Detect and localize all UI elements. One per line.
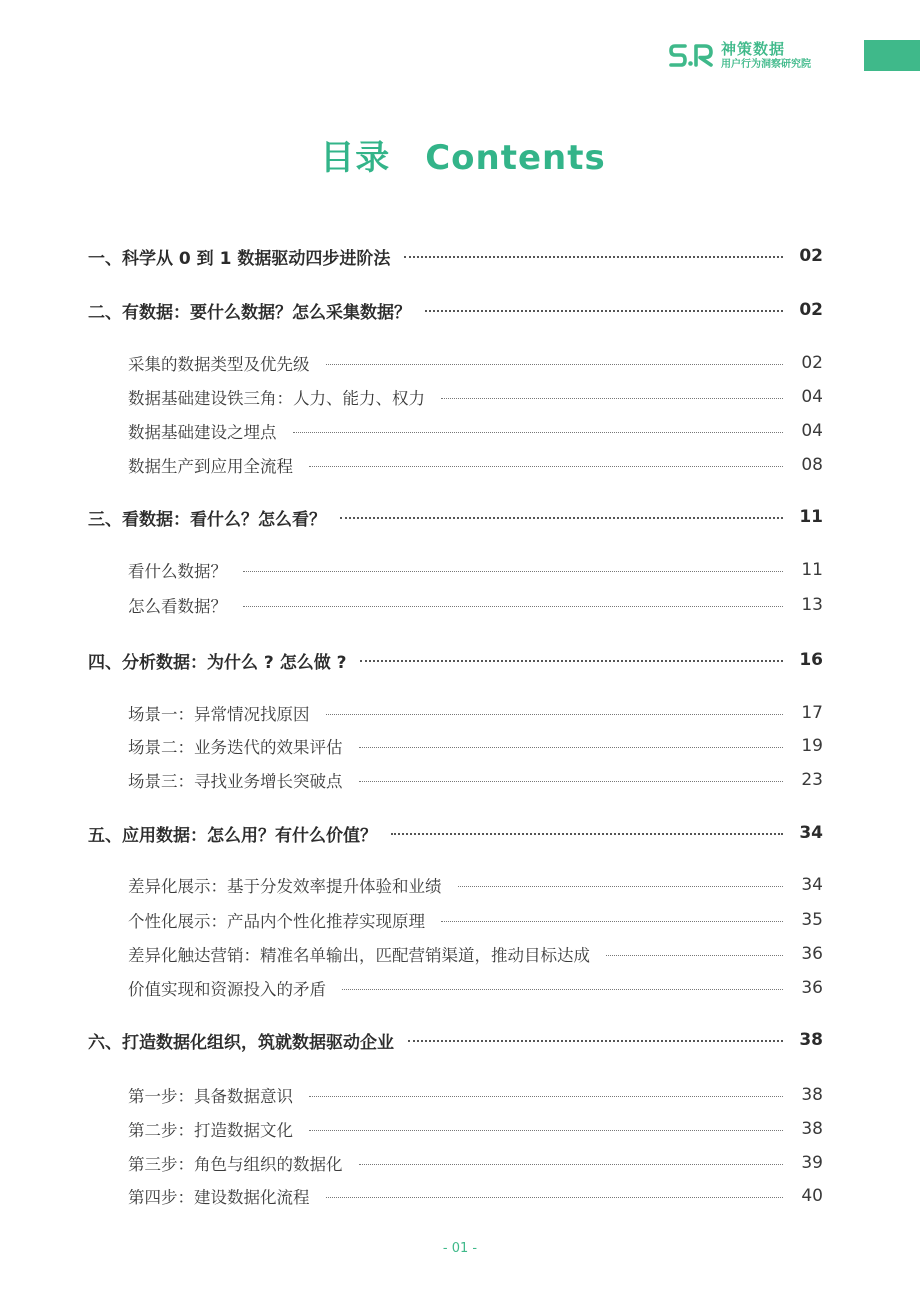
toc-label: 六、打造数据化组织，筑就数据驱动企业 (88, 1032, 394, 1053)
toc-section[interactable] (128, 1117, 823, 1141)
toc-page-number: 23 (801, 770, 823, 790)
toc-section[interactable] (128, 908, 823, 932)
brand-subtitle: 用户行为洞察研究院 (721, 59, 811, 70)
toc-label: 第一步：具备数据意识 (128, 1087, 293, 1106)
toc-page-number: 08 (801, 455, 823, 475)
dot-leader (342, 989, 783, 990)
dot-leader (243, 571, 783, 572)
toc-page-number: 38 (799, 1030, 823, 1050)
toc-label: 看什么数据？ (128, 562, 227, 581)
page-title: 目录 Contents (320, 138, 606, 178)
page-number-footer: - 01 - (442, 1241, 478, 1256)
dot-leader (359, 1164, 784, 1165)
toc-page-number: 04 (801, 387, 823, 407)
dot-leader (326, 714, 784, 715)
dot-leader (243, 606, 783, 607)
toc-label: 第二步：打造数据文化 (128, 1121, 293, 1140)
sr-logo-icon (668, 40, 716, 72)
brand-name: 神策数据 (721, 40, 786, 58)
toc-label: 五、应用数据：怎么用？有什么价值？ (88, 825, 377, 846)
toc-page-number: 19 (801, 736, 823, 756)
toc-label: 价值实现和资源投入的矛盾 (128, 980, 326, 999)
toc-label: 采集的数据类型及优先级 (128, 355, 310, 374)
toc-page-number: 38 (801, 1085, 823, 1105)
dot-leader (441, 398, 783, 399)
toc-page-number: 39 (801, 1153, 823, 1173)
toc-section[interactable] (128, 976, 823, 1000)
toc-section[interactable] (128, 558, 823, 582)
toc-section[interactable] (128, 701, 823, 725)
toc-page-number: 11 (799, 507, 823, 527)
toc-label: 四、分析数据：为什么 ? 怎么做 ? (88, 652, 347, 673)
dot-leader (309, 1096, 783, 1097)
toc-section[interactable] (128, 734, 823, 758)
toc-chapter-3[interactable] (88, 505, 823, 529)
dot-leader (458, 886, 784, 887)
brand-logo (668, 40, 811, 72)
dot-leader (326, 364, 784, 365)
toc-label: 个性化展示：产品内个性化推荐实现原理 (128, 912, 425, 931)
dot-leader (360, 660, 783, 662)
toc-label: 二、有数据：要什么数据？怎么采集数据？ (88, 302, 411, 323)
dot-leader (441, 921, 783, 922)
toc-page-number: 02 (799, 300, 823, 320)
dot-leader (340, 517, 783, 519)
toc-chapter-2[interactable] (88, 298, 823, 322)
toc-label: 数据生产到应用全流程 (128, 457, 293, 476)
toc-page-number: 35 (801, 910, 823, 930)
dot-leader (391, 833, 783, 835)
toc-page-number: 17 (801, 703, 823, 723)
toc-label: 第四步：建设数据化流程 (128, 1188, 310, 1207)
toc-section[interactable] (128, 1151, 823, 1175)
toc-section[interactable] (128, 419, 823, 443)
dot-leader (606, 955, 783, 956)
toc-label: 第三步：角色与组织的数据化 (128, 1155, 343, 1174)
toc-section[interactable] (128, 1184, 823, 1208)
toc-chapter-5[interactable] (88, 821, 823, 845)
dot-leader (293, 432, 784, 433)
toc-label: 怎么看数据？ (128, 597, 227, 616)
toc-section[interactable] (128, 1083, 823, 1107)
dot-leader (404, 256, 783, 258)
toc-page-number: 38 (801, 1119, 823, 1139)
toc-label: 三、看数据：看什么？怎么看？ (88, 509, 326, 530)
dot-leader (359, 747, 784, 748)
dot-leader (425, 310, 783, 312)
header-accent-bar (864, 40, 920, 71)
toc-chapter-6[interactable] (88, 1028, 823, 1052)
toc-page-number: 13 (801, 595, 823, 615)
toc-chapter-1[interactable] (88, 244, 823, 268)
toc-label: 差异化触达营销：精准名单输出，匹配营销渠道，推动目标达成 (128, 946, 590, 965)
dot-leader (309, 1130, 783, 1131)
toc-page-number: 36 (801, 978, 823, 998)
toc-section[interactable] (128, 768, 823, 792)
toc-label: 差异化展示：基于分发效率提升体验和业绩 (128, 877, 442, 896)
toc-label: 场景一：异常情况找原因 (128, 705, 310, 724)
toc-chapter-4[interactable] (88, 648, 823, 672)
toc-section[interactable] (128, 385, 823, 409)
dot-leader (408, 1040, 783, 1042)
toc-label: 场景二：业务迭代的效果评估 (128, 738, 343, 757)
toc-page-number: 36 (801, 944, 823, 964)
toc-page-number: 04 (801, 421, 823, 441)
toc-label: 数据基础建设之埋点 (128, 423, 277, 442)
toc-page-number: 40 (801, 1186, 823, 1206)
dot-leader (359, 781, 784, 782)
toc-page-number: 16 (799, 650, 823, 670)
toc-section[interactable] (128, 453, 823, 477)
toc-label: 场景三：寻找业务增长突破点 (128, 772, 343, 791)
toc-page-number: 02 (801, 353, 823, 373)
toc-section[interactable] (128, 942, 823, 966)
toc-label: 一、科学从 0 到 1 数据驱动四步进阶法 (88, 248, 391, 269)
toc-section[interactable] (128, 873, 823, 897)
toc-section[interactable] (128, 351, 823, 375)
dot-leader (309, 466, 783, 467)
toc-page-number: 34 (801, 875, 823, 895)
toc-page-number: 11 (801, 560, 823, 580)
toc-page-number: 02 (799, 246, 823, 266)
toc-page-number: 34 (799, 823, 823, 843)
toc-label: 数据基础建设铁三角：人力、能力、权力 (128, 389, 425, 408)
dot-leader (326, 1197, 784, 1198)
toc-section[interactable] (128, 593, 823, 617)
